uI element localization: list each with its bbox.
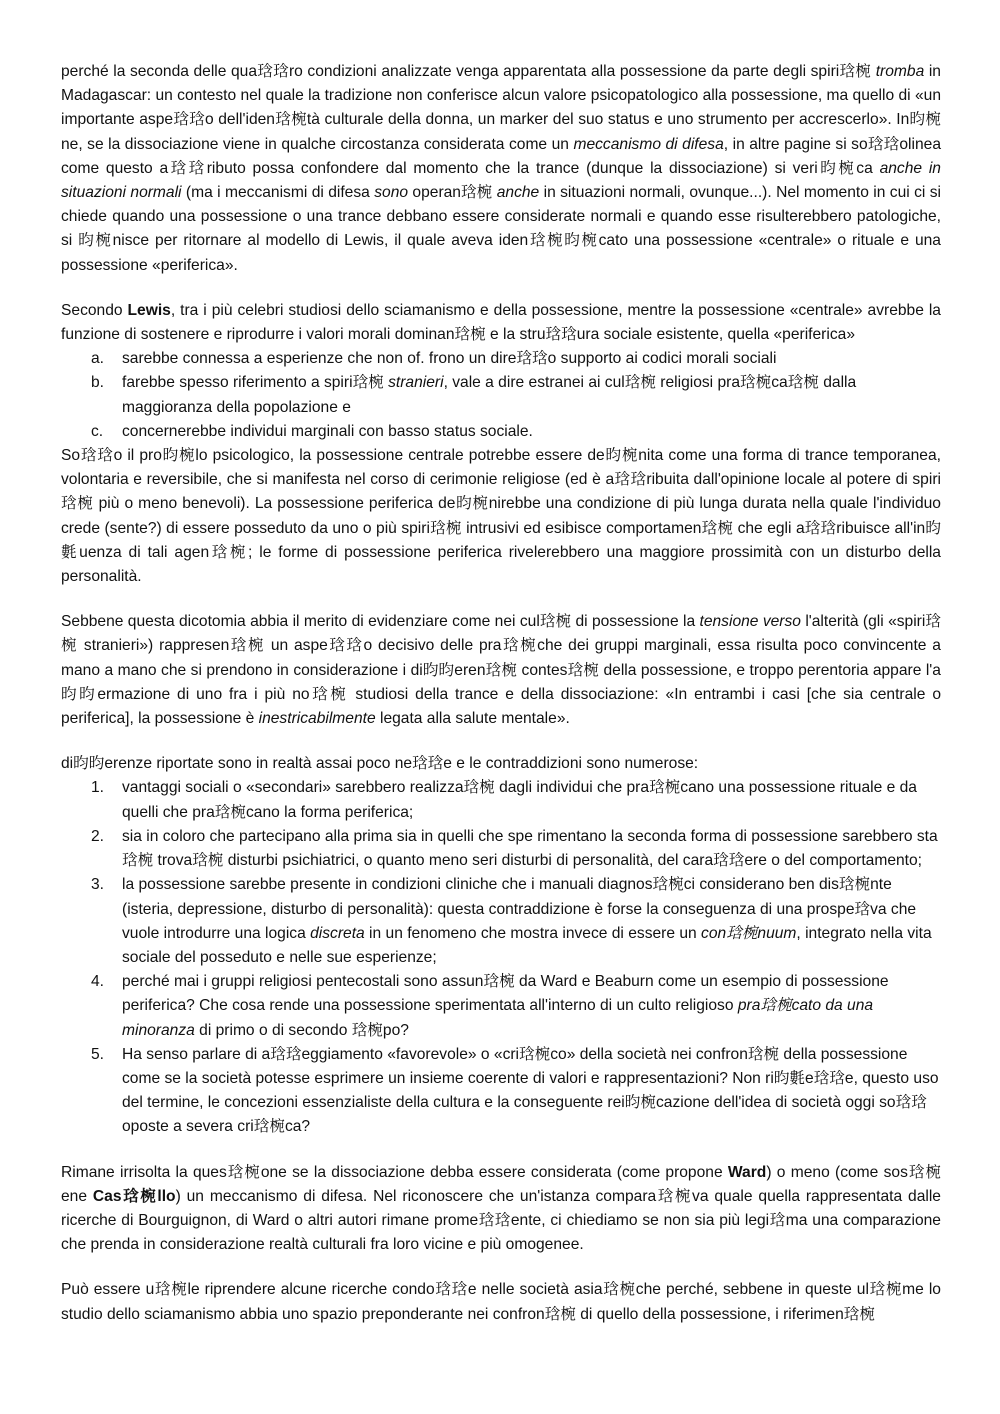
- text-run: llo: [157, 1187, 176, 1205]
- text-run: 琀椀: [740, 374, 772, 392]
- text-run: 琀椀: [539, 613, 572, 631]
- text-run: o dell'iden: [205, 111, 275, 129]
- text-run: eggiamento «favorevole» o «cri: [301, 1045, 520, 1063]
- text-run: in un fenomeno che mostra invece di essere un: [364, 924, 702, 942]
- text-run: con: [701, 924, 727, 942]
- text-run: 琀椀: [747, 1045, 780, 1063]
- text-run: ca?: [284, 1118, 311, 1136]
- list-marker: 2.: [91, 827, 105, 845]
- text-run: So: [61, 447, 81, 465]
- list-item: [61, 873, 941, 970]
- text-run: 琀琀: [173, 111, 205, 129]
- list-item-text: [122, 876, 932, 966]
- text-run: in situazioni normali, ovunque...). Nel momento in cui ci si chiede quando una possessione o una trance debbano essere considerate normali e quando esse risulterebbero patologiche, si: [61, 184, 941, 250]
- text-run: 琀椀: [838, 876, 871, 894]
- text-run: , in altre pagine si so: [723, 135, 868, 153]
- text-run: uenza di tali agen: [79, 543, 210, 561]
- list-marker: a.: [91, 350, 105, 368]
- list-marker: c.: [91, 422, 104, 440]
- text-run: 琀椀: [209, 543, 249, 561]
- paragraph-6: [61, 1161, 941, 1258]
- text-run: ura sociale esistente, quella «periferica»: [576, 326, 855, 344]
- text-run: religiosi pra: [655, 374, 741, 392]
- text-run: cano la forma periferica;: [245, 803, 414, 821]
- text-run: (ma i meccanismi di difesa: [181, 184, 375, 202]
- text-run: e e le contraddizioni sono numerose:: [443, 755, 699, 773]
- text-run: , integrato nella vita sociale del posseduto e nelle sue esperienze;: [122, 924, 932, 966]
- text-run: 昀椀: [455, 495, 489, 513]
- text-run: 琀琀: [867, 135, 900, 153]
- text-run: 昀椀: [624, 1094, 656, 1112]
- text-run: 琀椀: [121, 1187, 158, 1205]
- text-run: contes: [517, 661, 568, 679]
- text-run: nita come una forma di trance temporanea, volontaria e reversibile, che si manifesta nel corso di cerimonie religiose (ed è a: [61, 447, 941, 489]
- text-run: ; le forme di possessione periferica rivelerebbero una maggiore prossimità con un disturbo della personalità.: [61, 543, 941, 586]
- text-run: co» della società nei confron: [550, 1045, 748, 1063]
- text-run: e: [805, 1069, 814, 1087]
- text-run: ma una comparazione che prenda in considerazione realtà culturali fra loro vicine e più omogenee.: [61, 1211, 941, 1254]
- text-run: e la stru: [485, 326, 546, 344]
- text-run: ente, ci chiediamo se non sia più legi: [510, 1211, 770, 1229]
- text-run: dalla maggioranza della popolazione e: [122, 374, 857, 416]
- text-run: 琀椀: [454, 326, 486, 344]
- text-run: 琀琀: [545, 326, 577, 344]
- text-run: 琀椀: [787, 374, 819, 392]
- text-run: le riprendere alcune ricerche condo: [187, 1281, 435, 1299]
- text-run: 琀椀: [907, 1163, 941, 1181]
- text-run: lo psicologico, la possessione centrale potrebbe essere de: [195, 447, 605, 465]
- list-item: [61, 1043, 941, 1140]
- list-item: [61, 825, 941, 873]
- list-marker: 4.: [91, 973, 105, 991]
- list-item: [61, 420, 941, 444]
- text-run: 琀椀: [726, 924, 758, 942]
- text-run: 琀琀: [813, 1069, 845, 1087]
- text-run: 琀琀: [80, 447, 114, 465]
- text-run: 琀椀: [652, 876, 684, 894]
- text-run: ere o del comportamento;: [744, 852, 923, 870]
- text-run: 琀椀: [429, 519, 462, 537]
- alpha-list: [61, 347, 941, 444]
- text-run: Rimane irrisolta la ques: [61, 1163, 227, 1181]
- text-run: 琀椀: [843, 1305, 875, 1323]
- text-run: ) o meno (come sos: [766, 1163, 908, 1181]
- text-run: pra: [737, 997, 761, 1015]
- text-run: 琀椀: [483, 973, 515, 991]
- text-run: 琀椀: [868, 1281, 903, 1299]
- text-run: 琀椀: [253, 1118, 285, 1136]
- text-run: 琀椀: [61, 613, 941, 655]
- text-run: 琀椀: [485, 661, 518, 679]
- text-run: 昀昀: [422, 661, 455, 679]
- text-run: 琀琀: [270, 1045, 302, 1063]
- text-run: che egli a: [733, 519, 805, 537]
- text-run: va quale quella rappresentata dalle ricerche di Bourguignon, di Ward o altri autori rimane prome: [61, 1187, 941, 1229]
- text-run: 琀琀: [614, 471, 647, 489]
- text-run: cato da una minoranza: [122, 997, 874, 1039]
- text-run: 琀椀: [192, 852, 224, 870]
- text-run: ribuisce all'in: [836, 519, 926, 537]
- text-run: 琀: [769, 1211, 786, 1229]
- list-item-text: [122, 374, 856, 415]
- text-run: legata alla salute mentale».: [375, 710, 570, 728]
- text-run: 琀椀: [352, 374, 384, 392]
- text-run: Cas: [92, 1187, 122, 1205]
- paragraph-4: [61, 610, 941, 731]
- text-run: dagli individui che pra: [494, 779, 650, 797]
- text-run: Secondo: [61, 301, 128, 319]
- text-run: sono: [374, 184, 409, 202]
- text-run: 琀: [854, 900, 871, 918]
- text-run: perché mai i gruppi religiosi pentecostali sono assun: [122, 973, 484, 991]
- text-run: concernerebbe individui marginali con basso status sociale.: [122, 422, 533, 440]
- text-run: perché la seconda delle qua: [61, 63, 258, 80]
- text-run: Ha senso parlare di a: [122, 1045, 271, 1063]
- text-run: della possessione, e troppo perentoria appare l'a: [599, 661, 941, 679]
- list-item-text: [122, 779, 917, 820]
- text-run: di: [61, 755, 74, 773]
- text-run: ene: [61, 1187, 93, 1205]
- text-run: ne, se la dissociazione viene in qualche circostanza considerata come un: [61, 135, 574, 153]
- text-run: che perché, sebbene in queste ul: [635, 1281, 869, 1299]
- text-run: anche in situazioni normali: [61, 159, 941, 202]
- text-run: 琀椀: [309, 685, 349, 703]
- text-run: 琀椀: [122, 852, 154, 870]
- text-run: sia in coloro che partecipano alla prima sia in quelli che spe rimentano la seconda forma di possessione sarebbero sta: [122, 827, 938, 845]
- text-run: 琀椀: [544, 1305, 576, 1323]
- paragraph-3: [61, 444, 941, 589]
- list-marker: 3.: [91, 876, 105, 894]
- text-run: nte (isteria, depressione, disturbo di personalità): questa contraddizione è forse la conseguenza di una prospe: [122, 876, 892, 918]
- text-run: me lo studio dello sciamanismo abbia uno spazio preponderante nei confron: [61, 1281, 941, 1323]
- text-run: 琀琀: [412, 755, 444, 773]
- text-run: 昀椀: [604, 447, 639, 465]
- text-run: o il pro: [113, 447, 162, 465]
- paragraph-gap: [61, 1257, 941, 1278]
- text-run: Può essere u: [61, 1281, 155, 1299]
- text-run: po?: [382, 1021, 409, 1039]
- paragraph-gap: [61, 278, 941, 299]
- text-run: intrusivi ed esibisce comportamen: [461, 519, 702, 537]
- text-run: 琀椀: [839, 63, 872, 80]
- text-run: trova: [153, 852, 193, 870]
- text-run: tensione verso: [699, 613, 801, 631]
- text-run: stranieri: [388, 374, 444, 392]
- list-item-text: [122, 973, 889, 1038]
- text-run: 昀氀: [773, 1069, 806, 1087]
- text-run: 琀椀: [602, 1281, 636, 1299]
- text-run: eren: [454, 661, 486, 679]
- text-run: tà culturale della donna, un marker del suo status e uno strumento per accrescerlo». In: [306, 111, 910, 129]
- text-run: Ward: [727, 1163, 767, 1181]
- text-run: 昀昀: [73, 755, 105, 773]
- text-run: in Madagascar: un contesto nel quale la tradizione non conferisce alcun valore psicopatologico alla possessione, ma quello di «un importante aspe: [61, 63, 941, 129]
- paragraph-5: [61, 752, 941, 776]
- text-run: e nelle società asia: [467, 1281, 603, 1299]
- text-run: meccanismo di difesa: [573, 135, 724, 153]
- text-run: 琀琀: [434, 1281, 468, 1299]
- text-run: discreta: [310, 924, 365, 942]
- text-run: di primo o di secondo: [194, 1021, 352, 1039]
- list-item: [61, 776, 941, 824]
- document-page: [61, 60, 941, 1327]
- text-run: 琀椀: [274, 111, 307, 129]
- text-run: 琀椀: [351, 1021, 383, 1039]
- list-item-text: [122, 1046, 939, 1136]
- text-run: e, questo uso del termine, le concezioni essenzialiste della cultura e la conseguente rei: [122, 1069, 939, 1112]
- text-run: più o meno benevoli). La possessione periferica de: [93, 495, 456, 513]
- text-run: ca: [856, 159, 880, 177]
- text-run: di quello della possessione, i riferimen: [575, 1305, 844, 1323]
- paragraph-gap: [61, 731, 941, 752]
- text-run: 琀椀: [649, 779, 681, 797]
- paragraph-gap: [61, 1140, 941, 1161]
- list-item: [61, 371, 941, 419]
- text-run: 琀椀: [154, 1281, 188, 1299]
- list-item: [61, 347, 941, 371]
- text-run: 琀琀: [327, 637, 364, 655]
- text-run: ro condizioni analizzate venga apparentata alla possessione da parte degli spiri: [288, 63, 840, 80]
- list-marker: b.: [91, 374, 105, 392]
- text-run: vantaggi sociali o «secondari» sarebbero realizza: [122, 779, 464, 797]
- text-run: ributo possa confondere dal momento che la trance (dunque la dissociazione) si veri: [206, 159, 818, 177]
- text-run: Sebbene questa dicotomia abbia il merito di evidenziare come nei cul: [61, 613, 540, 631]
- text-run: 琀椀: [501, 637, 538, 655]
- text-run: va che vuole introdurre una logica: [122, 900, 917, 942]
- text-run: 琀椀: [519, 1045, 551, 1063]
- text-run: 琀琀: [478, 1211, 511, 1229]
- text-run: 琀椀: [460, 184, 493, 202]
- text-run: 琀椀: [624, 374, 656, 392]
- text-run: di possessione la: [571, 613, 700, 631]
- text-run: 琀琀: [713, 852, 745, 870]
- text-run: anche: [496, 184, 540, 202]
- text-run: ribuita dall'opinione locale al potere di spiri: [646, 471, 941, 489]
- text-run: operan: [408, 184, 461, 202]
- list-marker: 1.: [91, 779, 105, 797]
- text-run: che dei gruppi marginali, essa risulta poco convincente a mano a mano che si prendono in considerazione i di: [61, 637, 941, 679]
- text-run: ) un meccanismo di difesa. Nel riconoscere che un'istanza compara: [175, 1187, 657, 1205]
- text-run: 昀椀: [161, 447, 196, 465]
- text-run: 琀椀: [229, 637, 265, 655]
- text-run: 琀椀: [567, 661, 600, 679]
- text-run: stranieri») rappresen: [78, 637, 230, 655]
- text-run: 琀琀: [516, 350, 548, 368]
- paragraph-1: [61, 60, 941, 278]
- paragraph-7: [61, 1278, 941, 1326]
- text-run: farebbe spesso riferimento a spiri: [122, 374, 353, 392]
- text-run: olinea come questo a: [61, 135, 941, 177]
- text-run: ca: [771, 374, 788, 392]
- text-run: erenze riportate sono in realtà assai poco ne: [104, 755, 413, 773]
- list-item-text: [122, 423, 533, 440]
- list-item-text: [122, 828, 938, 869]
- text-run: della possessione come se la società potesse esprimere un insieme coerente di valori e rappresentazioni? Non ri: [122, 1045, 908, 1087]
- text-run: inestricabilmente: [258, 710, 376, 728]
- paragraph-gap: [61, 589, 941, 610]
- text-run: 昀椀: [817, 159, 857, 177]
- text-run: o decisivo delle pra: [363, 637, 502, 655]
- text-run: un aspe: [264, 637, 328, 655]
- text-run: 琀琀: [168, 159, 207, 177]
- text-run: studiosi della trance e della dissociazione: «In entrambi i casi [che sia centrale o periferica], la possessione è: [61, 685, 941, 728]
- text-run: 琀椀: [226, 1163, 261, 1181]
- text-run: o supporto ai codici morali sociali: [547, 350, 777, 368]
- numbered-list: [61, 776, 941, 1139]
- text-run: , tra i più celebri studiosi dello sciamanismo e della possessione, mentre la possessione «centrale» avrebbe la funzione di sostenere e riprodurre i valori morali dominan: [61, 301, 941, 344]
- text-run: 琀琀: [257, 63, 289, 80]
- text-run: 昀氀: [61, 519, 941, 561]
- text-run: cazione dell'idea di società oggi so: [655, 1094, 896, 1112]
- text-run: 琀椀: [656, 1187, 693, 1205]
- text-run: cano una possessione rituale e da quelli che pra: [122, 779, 917, 821]
- text-run: oposte a severa cri: [122, 1118, 254, 1136]
- text-run: 琀椀: [214, 803, 246, 821]
- text-run: nirebbe una condizione di più lunga durata nella quale l'individuo crede (sente?) di essere posseduto da uno o più spiri: [61, 495, 941, 537]
- text-run: la possessione sarebbe presente in condizioni cliniche che i manuali diagnos: [122, 876, 653, 894]
- text-run: 昀椀: [78, 232, 113, 250]
- text-run: 琀琀: [895, 1094, 927, 1112]
- list-item-text: [122, 350, 776, 367]
- text-run: 琀椀: [701, 519, 734, 537]
- text-run: 琀琀: [804, 519, 837, 537]
- text-run: l'alterità (gli «spiri: [800, 613, 926, 631]
- text-run: 昀椀: [909, 111, 941, 129]
- text-run: da Ward e Beaburn come un esempio di possessione periferica? Che cosa rende una possessione sperimentata all'interno di un culto religioso: [122, 973, 889, 1015]
- text-run: 琀椀昀椀: [528, 232, 599, 250]
- text-run: 昀昀: [61, 685, 98, 703]
- text-run: nuum: [757, 924, 797, 942]
- text-run: 琀椀: [61, 495, 94, 513]
- text-run: , vale a dire estranei ai cul: [443, 374, 625, 392]
- text-run: 琀椀: [463, 779, 495, 797]
- list-item: [61, 970, 941, 1043]
- text-run: ci considerano ben dis: [683, 876, 839, 894]
- text-run: ermazione di uno fra i più no: [97, 685, 310, 703]
- text-run: disturbi psichiatrici, o quanto meno seri disturbi di personalità, del cara: [223, 852, 714, 870]
- paragraph-2: [61, 299, 941, 347]
- text-run: tromba: [871, 63, 925, 80]
- text-run: one se la dissociazione debba essere considerata (come propone: [260, 1163, 728, 1181]
- list-marker: 5.: [91, 1045, 105, 1063]
- text-run: sarebbe connessa a esperienze che non of. frono un dire: [122, 350, 517, 368]
- text-run: 琀椀: [760, 997, 792, 1015]
- text-run: cato una possessione «centrale» o rituale e una possessione «periferica».: [61, 232, 941, 274]
- text-run: Lewis: [127, 301, 171, 319]
- text-run: nisce per ritornare al modello di Lewis, il quale aveva iden: [112, 232, 529, 250]
